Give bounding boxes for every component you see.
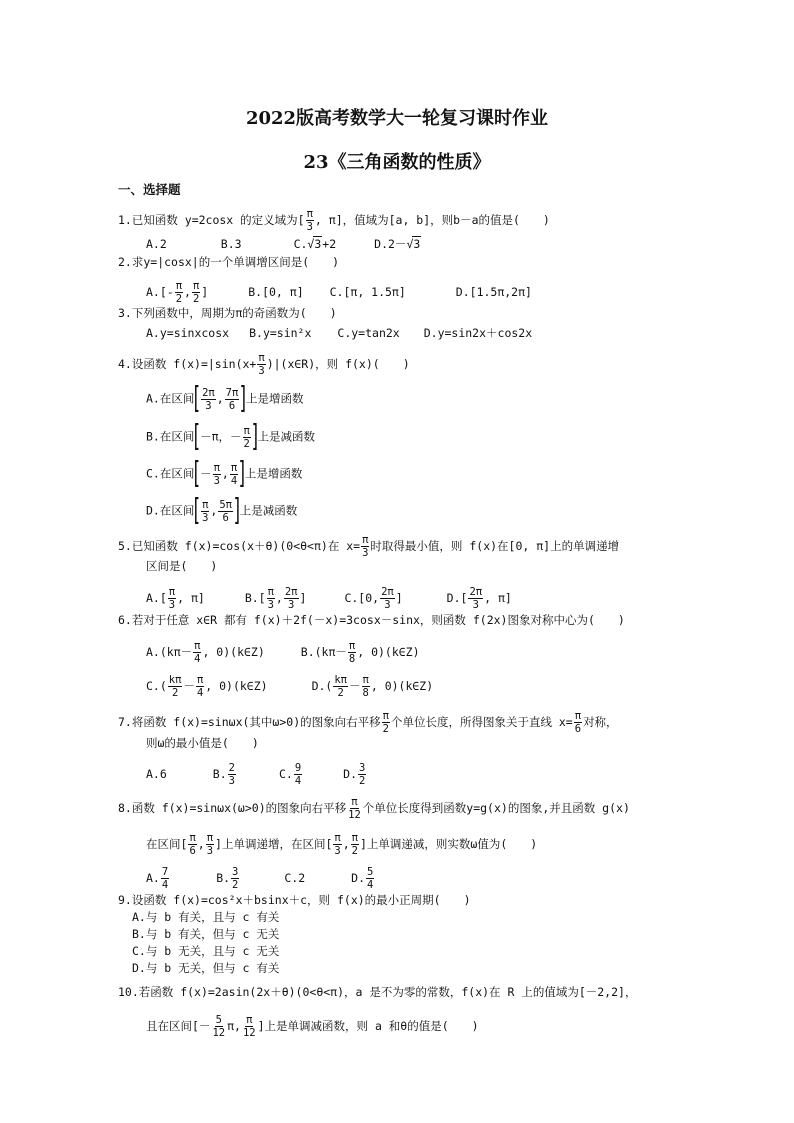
- question-7: 7.将函数 f(x)=sinωx(其中ω>0)的图象向右平移 $\frac{\pi}{2}$ 个单位长度，所得图象关于直线 x= $\frac{\pi}{6}$ 对称，: [118, 710, 618, 735]
- question-5: 5.已知函数 f(x)=cos(x＋θ)(0<θ<π)在 x= $\frac{\pi}{3}$ 时取得最小值，则 f(x)在[0, π]上的单调递增: [118, 534, 620, 559]
- question-5-cont: 区间是( ): [146, 559, 218, 573]
- question-9-option-b: B.与 b 有关，但与 c 无关: [132, 927, 280, 941]
- question-4-option-c: C.在区间[－ $\frac{\pi}{3}$ , $\frac{\pi}{4}$ ]上是增函数: [146, 456, 303, 491]
- question-10: 10.若函数 f(x)=2asin(2x＋θ)(0<θ<π)，a 是不为零的常数，f(x)在 R 上的值域为[－2,2]，: [118, 985, 637, 999]
- question-8-cont: 在区间[ $\frac{\pi}{6}$ , $\frac{\pi}{3}$ ]上单调递增，在区间[ $\frac{\pi}{3}$ , $\frac{\pi}{2}$ ]上单调递减，则实数ω值为( ): [146, 832, 538, 857]
- question-5-options: A.[ $\frac{\pi}{3}$ , π] B.[ $\frac{\pi}{3}$ , $\frac{2\pi}{3}$ ] C.[0, $\frac{2\pi}{3}$ ] D.[ $\frac{2\pi}{3}$ , π]: [146, 586, 512, 611]
- fraction: $\frac{\pi}{3}$: [306, 208, 313, 233]
- question-9-option-a: A.与 b 有关，且与 c 有关: [132, 910, 280, 924]
- question-8: 8.函数 f(x)=sinωx(ω>0)的图象向右平移 $\frac{\pi}{12}$ 个单位长度得到函数y=g(x)的图象,并且函数 g(x): [118, 796, 630, 821]
- question-9: 9.设函数 f(x)=cos²x＋bsinx＋c，则 f(x)的最小正周期( ): [118, 893, 471, 907]
- question-2-options: A.[- $\frac{\pi}{2}$ , $\frac{\pi}{2}$ ] B.[0, π] C.[π, 1.5π] D.[1.5π,2π]: [146, 280, 532, 305]
- sqrt-icon: √: [406, 237, 414, 251]
- question-7-options: A.6 B. $\frac{2}{3}$ C. $\frac{9}{4}$ D. $\frac{3}{2}$: [146, 762, 366, 787]
- question-2: 2.求y=|cosx|的一个单调增区间是( ): [118, 255, 340, 269]
- question-4-option-d: D.在区间[ $\frac{\pi}{3}$ , $\frac{5\pi}{6}$ ]上是减函数: [146, 493, 298, 528]
- section-heading: 一、选择题: [118, 182, 181, 197]
- question-4-option-b: B.在区间[－π，－ $\frac{\pi}{2}$ ]上是减函数: [146, 419, 316, 454]
- question-4: 4.设函数 f(x)=|sin(x+ $\frac{\pi}{3}$ )|(x∈R)，则 f(x)( ): [118, 352, 410, 377]
- question-6-options-ab: A.(kπ－ $\frac{\pi}{4}$ , 0)(k∈Z) B.(kπ－ $\frac{\pi}{8}$ , 0)(k∈Z): [146, 640, 420, 665]
- question-4-option-a: A.在区间[ $\frac{2\pi}{3}$ , $\frac{7\pi}{6}$ ]上是增函数: [146, 381, 304, 416]
- question-3-options: A.y=sinxcosx B.y=sin²x C.y=tan2x D.y=sin2x＋cos2x: [146, 326, 533, 340]
- question-6: 6.若对于任意 x∈R 都有 f(x)＋2f(－x)=3cosx－sinx，则函数 f(2x)图象对称中心为( ): [118, 613, 625, 627]
- question-1-options: A.2 B.3 C.√3+2 D.2－√3: [146, 237, 421, 251]
- question-6-options-cd: C.( $\frac{k\pi}{2}$ － $\frac{\pi}{4}$ , 0)(k∈Z) D.( $\frac{k\pi}{2}$ － $\frac{\pi}{8}$ , 0)(k∈Z): [146, 674, 434, 699]
- question-1: 1.已知函数 y=2cosx 的定义域为[ $\frac{\pi}{3}$ , π]，值域为[a, b]，则b－a的值是( ): [118, 208, 550, 233]
- question-7-cont: 则ω的最小值是( ): [146, 736, 259, 750]
- question-3: 3.下列函数中，周期为π的奇函数为( ): [118, 306, 337, 320]
- document-title: 2022版高考数学大一轮复习课时作业: [245, 108, 549, 129]
- question-9-option-d: D.与 b 无关，但与 c 有关: [132, 961, 280, 975]
- question-8-options: A. $\frac{7}{4}$ B. $\frac{3}{2}$ C.2 D. $\frac{5}{4}$: [146, 866, 374, 891]
- sqrt-icon: √: [307, 237, 315, 251]
- document-subtitle: 23《三角函数的性质》: [303, 152, 491, 173]
- question-10-cont: 且在区间[－ $\frac{5}{12}$ π, $\frac{\pi}{12}$ ]上是单调减函数，则 a 和θ的值是( ): [146, 1014, 479, 1039]
- question-9-option-c: C.与 b 无关，且与 c 无关: [132, 944, 280, 958]
